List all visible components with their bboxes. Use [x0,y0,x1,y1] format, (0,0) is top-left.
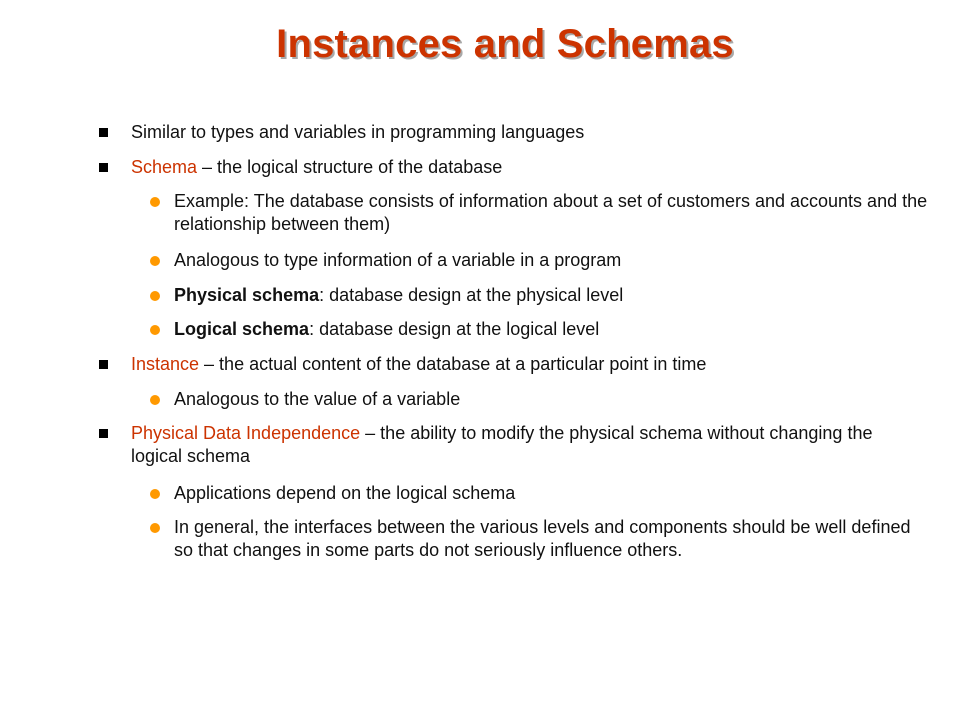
bullet-schema [131,156,921,179]
circle-bullet-icon [150,291,160,301]
bullet-text: – the ability to modify the physical schema without changing the logical schema [131,423,873,466]
circle-bullet-icon [150,489,160,499]
bullet-text: : database design at the logical level [309,319,600,339]
bullet-text: – the logical structure of the database [197,157,503,177]
square-bullet-icon [99,128,108,137]
circle-bullet-icon [150,325,160,335]
term-instance: Instance [131,354,200,374]
square-bullet-icon [99,429,108,438]
circle-bullet-icon [150,523,160,533]
circle-bullet-icon [150,395,160,405]
bullet-text: : database design at the physical level [319,285,624,305]
circle-bullet-icon [150,256,160,266]
term-logical-schema: Logical schema [174,319,310,339]
term-physical-schema: Physical schema [174,285,320,305]
term-physical-data-independence: Physical Data Independence [131,423,361,443]
sub-bullet-type-information [174,249,934,272]
slide-title: Instances and Schemas [276,22,734,66]
sub-bullet-example [174,190,934,236]
bullet-text: In general, the interfaces between the various levels and components should be well defined so that changes in some parts do not seriously influence others. [174,517,911,560]
bullet-text: – the actual content of the database at a particular point in time [199,354,707,374]
bullet-text: Similar to types and variables in programming languages [131,122,585,142]
sub-bullet-value-of-variable [174,388,934,411]
sub-bullet-applications-depend [174,482,934,505]
term-schema: Schema [131,157,198,177]
bullet-instance [131,353,921,376]
bullet-physical-data-independence [131,422,921,468]
circle-bullet-icon [150,197,160,207]
bullet-types-variables [131,121,921,144]
sub-bullet-logical-schema [174,318,934,341]
sub-bullet-interfaces [174,516,934,562]
square-bullet-icon [99,360,108,369]
sub-bullet-physical-schema [174,284,934,307]
bullet-text: Analogous to the value of a variable [174,389,461,409]
bullet-text: Applications depend on the logical schema [174,483,516,503]
bullet-text: Analogous to type information of a variable in a program [174,250,622,270]
square-bullet-icon [99,163,108,172]
bullet-text: Example: The database consists of information about a set of customers and accounts and the relationship between them) [174,191,928,234]
